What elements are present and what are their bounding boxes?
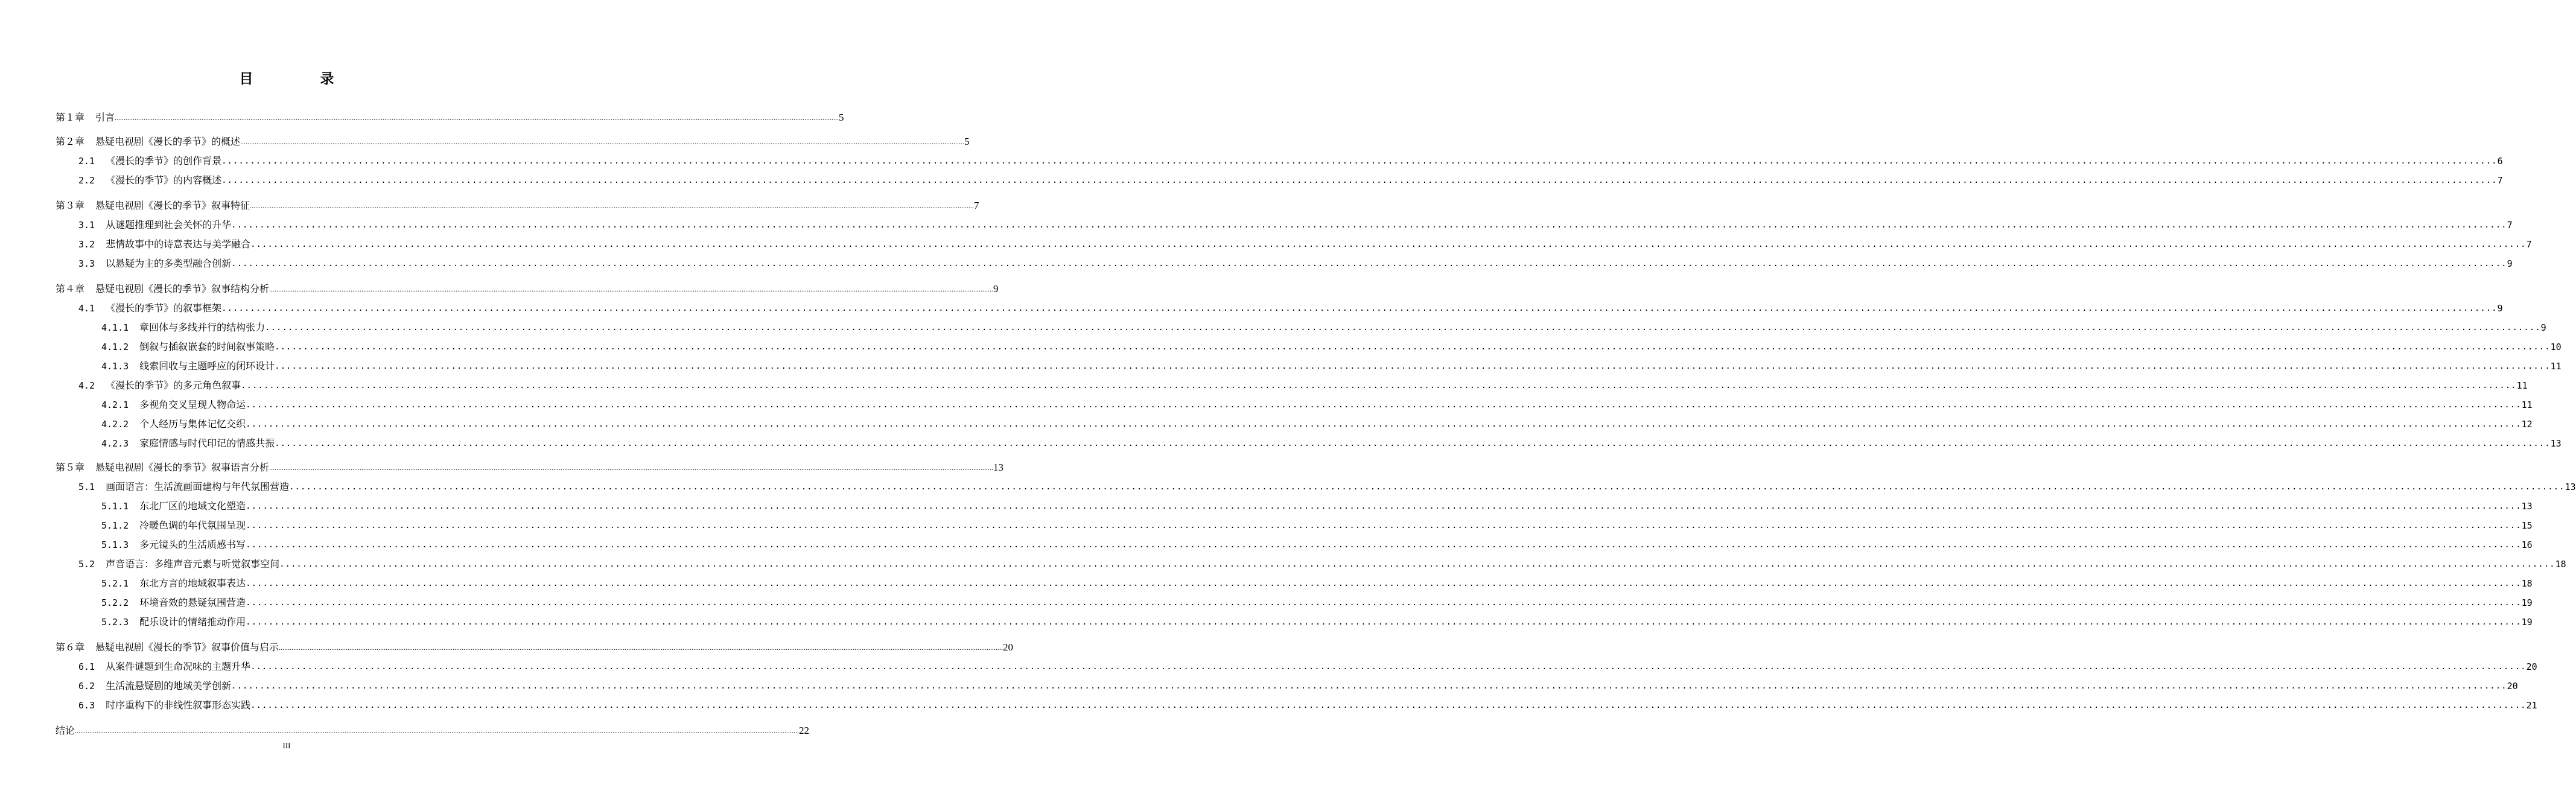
- toc-entry-page: 20: [1003, 641, 1014, 653]
- toc-entry-page: 12: [2521, 419, 2533, 430]
- toc-entry[interactable]: [101, 576, 2533, 591]
- toc-entry-number: 5.1: [78, 482, 95, 492]
- toc-entry-page: 9: [2507, 258, 2513, 269]
- toc-dot-leader: ................................................................................................................................................................................................................................................................................................................................................................................................................: [275, 342, 2551, 352]
- toc-dot-leader: ................................................................................................................................................................................................................................................................................................................................................................................................................: [75, 727, 800, 735]
- toc-entry-number: 4.1.1: [101, 322, 129, 333]
- toc-dot-leader: ................................................................................................................................................................................................................................................................................................................................................................................................................: [231, 259, 2507, 269]
- toc-entry-number: 第６章: [56, 641, 85, 653]
- toc-entry-page: 5: [964, 136, 970, 147]
- toc-dot-leader: ................................................................................................................................................................................................................................................................................................................................................................................................................: [289, 482, 2565, 492]
- toc-entry-page: 7: [974, 200, 979, 211]
- toc-entry[interactable]: [101, 614, 2533, 630]
- toc-entry-number: 6.3: [78, 700, 95, 711]
- toc-entry-number: 4.1.2: [101, 342, 129, 352]
- toc-entry-title: 时序重构下的非线性叙事形态实践: [106, 699, 251, 711]
- toc-entry[interactable]: [78, 256, 2513, 272]
- toc-entry-number: 5.1.2: [101, 520, 129, 531]
- page-number-footer: III: [282, 741, 291, 750]
- toc-dot-leader: ................................................................................................................................................................................................................................................................................................................................................................................................................: [231, 220, 2507, 230]
- toc-entry-page: 11: [2550, 361, 2562, 372]
- toc-entry-title: 悲情故事中的诗意表达与美学融合: [106, 238, 251, 250]
- toc-dot-leader: ................................................................................................................................................................................................................................................................................................................................................................................................................: [279, 643, 1003, 652]
- toc-dot-leader: ................................................................................................................................................................................................................................................................................................................................................................................................................: [275, 439, 2551, 448]
- toc-entry[interactable]: [78, 556, 2566, 572]
- toc-entry[interactable]: [56, 110, 844, 126]
- toc-dot-leader: ................................................................................................................................................................................................................................................................................................................................................................................................................: [250, 202, 975, 210]
- toc-entry[interactable]: [101, 436, 2562, 451]
- page-title: 目 录: [239, 71, 361, 87]
- toc-entry-page: 11: [2521, 399, 2533, 410]
- toc-entry-title: 冷暖色调的年代氛围呈现: [139, 520, 246, 531]
- toc-entry-title: 配乐设计的情绪推动作用: [139, 616, 246, 628]
- toc-dot-leader: ................................................................................................................................................................................................................................................................................................................................................................................................................: [250, 662, 2527, 672]
- toc-entry-page: 7: [2497, 175, 2503, 186]
- toc-entry[interactable]: [78, 301, 2503, 316]
- toc-entry-page: 13: [2565, 482, 2576, 492]
- toc-dot-leader: ................................................................................................................................................................................................................................................................................................................................................................................................................: [241, 381, 2517, 390]
- toc-entry-page: 7: [2507, 220, 2513, 231]
- toc-dot-leader: ................................................................................................................................................................................................................................................................................................................................................................................................................: [250, 240, 2527, 249]
- toc-entry-number: 3.3: [78, 258, 95, 269]
- toc-entry-page: 9: [2540, 322, 2546, 333]
- toc-entry-page: 16: [2521, 539, 2533, 550]
- toc-entry[interactable]: [56, 281, 999, 297]
- toc-entry-title: 《漫长的季节》的叙事框架: [106, 302, 222, 314]
- toc-entry-number: 4.2.2: [101, 419, 129, 430]
- toc-entry[interactable]: [101, 595, 2533, 611]
- toc-dot-leader: ................................................................................................................................................................................................................................................................................................................................................................................................................: [221, 304, 2498, 313]
- toc-entry-title: 悬疑电视剧《漫长的季节》叙事价值与启示: [95, 641, 279, 653]
- toc-entry-number: 4.1.3: [101, 361, 129, 372]
- toc-entry[interactable]: [101, 320, 2546, 336]
- toc-dot-leader: ................................................................................................................................................................................................................................................................................................................................................................................................................: [246, 400, 2522, 410]
- toc-entry[interactable]: [78, 173, 2503, 188]
- toc-entry-number: 2.1: [78, 156, 95, 167]
- toc-entry-page: 19: [2521, 597, 2533, 608]
- toc-entry-title: 悬疑电视剧《漫长的季节》叙事特征: [95, 200, 250, 211]
- toc-entry[interactable]: [78, 479, 2576, 495]
- toc-entry-page: 20: [2526, 661, 2537, 672]
- toc-entry-number: 第１章: [56, 112, 85, 123]
- toc-dot-leader: ................................................................................................................................................................................................................................................................................................................................................................................................................: [240, 138, 965, 146]
- toc-entry[interactable]: [78, 378, 2528, 393]
- toc-entry-page: 18: [2555, 559, 2566, 570]
- toc-dot-leader: ................................................................................................................................................................................................................................................................................................................................................................................................................: [265, 323, 2541, 332]
- toc-entry-page: 20: [2507, 681, 2518, 692]
- toc-entry-page: 9: [993, 283, 999, 294]
- toc-entry-number: 4.2: [78, 380, 95, 391]
- toc-entry-title: 从案件谜题到生命况味的主题升华: [106, 661, 251, 672]
- toc-entry-title: 引言: [95, 112, 115, 123]
- toc-entry-title: 个人经历与集体记忆交织: [139, 418, 246, 430]
- toc-dot-leader: ................................................................................................................................................................................................................................................................................................................................................................................................................: [269, 285, 994, 293]
- toc-dot-leader: ................................................................................................................................................................................................................................................................................................................................................................................................................: [279, 559, 2555, 569]
- toc-dot-leader: ................................................................................................................................................................................................................................................................................................................................................................................................................: [221, 156, 2498, 166]
- toc-entry-title: 多元镜头的生活质感书写: [139, 539, 246, 550]
- toc-entry-number: 5.1.3: [101, 539, 129, 550]
- toc-entry[interactable]: [78, 217, 2513, 233]
- toc-dot-leader: ................................................................................................................................................................................................................................................................................................................................................................................................................: [246, 579, 2522, 588]
- toc-entry-page: 5: [839, 112, 844, 123]
- toc-entry-number: 第４章: [56, 283, 85, 294]
- toc-entry-title: 倒叙与插叙嵌套的时间叙事策略: [139, 341, 275, 352]
- toc-entry-number: 3.2: [78, 239, 95, 250]
- toc-entry-page: 13: [993, 462, 1004, 473]
- toc-dot-leader: ................................................................................................................................................................................................................................................................................................................................................................................................................: [250, 701, 2527, 710]
- toc-entry-number: 4.2.1: [101, 399, 129, 410]
- toc-entry-page: 7: [2526, 239, 2532, 250]
- toc-entry[interactable]: [101, 498, 2533, 514]
- toc-dot-leader: ................................................................................................................................................................................................................................................................................................................................................................................................................: [246, 617, 2522, 627]
- toc-entry-page: 19: [2521, 617, 2533, 628]
- toc-entry-number: 4.1: [78, 303, 95, 314]
- toc-entry[interactable]: [78, 678, 2518, 694]
- toc-entry-title: 东北方言的地域叙事表达: [139, 577, 246, 589]
- toc-entry-page: 15: [2521, 520, 2533, 531]
- toc-entry-title: 线索回收与主题呼应的闭环设计: [139, 360, 275, 372]
- toc-entry-title: 从谜题推理到社会关怀的升华: [106, 219, 232, 231]
- toc-entry[interactable]: [78, 237, 2532, 252]
- toc-entry[interactable]: [78, 659, 2537, 675]
- toc-entry[interactable]: [101, 339, 2562, 355]
- toc-entry[interactable]: [56, 723, 810, 739]
- toc-entry-page: 13: [2550, 438, 2562, 449]
- toc-entry-page: 18: [2521, 578, 2533, 589]
- toc-entry-number: 第３章: [56, 200, 85, 211]
- toc-entry-title: 《漫长的季节》的内容概述: [106, 174, 222, 186]
- toc-entry-title: 悬疑电视剧《漫长的季节》的概述: [95, 136, 241, 147]
- toc-entry[interactable]: [101, 518, 2533, 533]
- toc-dot-leader: ................................................................................................................................................................................................................................................................................................................................................................................................................: [231, 681, 2507, 691]
- toc-entry-title: 悬疑电视剧《漫长的季节》叙事语言分析: [95, 462, 270, 473]
- toc-entry-number: 4.2.3: [101, 438, 129, 449]
- toc-entry-title: 结论: [56, 725, 75, 736]
- toc-dot-leader: ................................................................................................................................................................................................................................................................................................................................................................................................................: [246, 419, 2522, 429]
- toc-entry-page: 10: [2550, 342, 2562, 352]
- toc-entry-number: 5.2.3: [101, 617, 129, 628]
- toc-entry-page: 22: [799, 725, 810, 736]
- toc-entry-number: 5.2.1: [101, 578, 129, 589]
- toc-entry-number: 6.1: [78, 661, 95, 672]
- toc-entry-page: 6: [2497, 156, 2503, 167]
- toc-entry-title: 以悬疑为主的多类型融合创新: [106, 258, 232, 269]
- toc-entry-title: 画面语言：生活流画面建构与年代氛围营造: [106, 481, 290, 492]
- toc-entry-title: 《漫长的季节》的创作背景: [106, 155, 222, 167]
- toc-entry-number: 6.2: [78, 681, 95, 692]
- toc-entry[interactable]: [56, 460, 1004, 475]
- toc-entry-number: 3.1: [78, 220, 95, 231]
- toc-entry[interactable]: [78, 698, 2537, 713]
- toc-entry-number: 2.2: [78, 175, 95, 186]
- toc-entry-number: 第５章: [56, 462, 85, 473]
- toc-entry[interactable]: [101, 358, 2562, 374]
- toc-entry[interactable]: [56, 134, 970, 150]
- toc-dot-leader: ................................................................................................................................................................................................................................................................................................................................................................................................................: [115, 113, 839, 122]
- toc-entry-title: 东北厂区的地域文化塑造: [139, 500, 246, 512]
- toc-entry-title: 《漫长的季节》的多元角色叙事: [106, 380, 241, 391]
- toc-dot-leader: ................................................................................................................................................................................................................................................................................................................................................................................................................: [221, 176, 2498, 185]
- toc-entry-number: 第２章: [56, 136, 85, 147]
- toc-entry[interactable]: [101, 397, 2533, 413]
- toc-entry[interactable]: [56, 640, 1014, 655]
- toc-entry[interactable]: [101, 537, 2533, 553]
- toc-dot-leader: ................................................................................................................................................................................................................................................................................................................................................................................................................: [275, 361, 2551, 371]
- toc-entry-page: 13: [2521, 501, 2533, 512]
- toc-entry-title: 悬疑电视剧《漫长的季节》叙事结构分析: [95, 283, 270, 294]
- toc-dot-leader: ................................................................................................................................................................................................................................................................................................................................................................................................................: [246, 501, 2522, 511]
- toc-entry-number: 5.1.1: [101, 501, 129, 512]
- toc-dot-leader: ................................................................................................................................................................................................................................................................................................................................................................................................................: [246, 540, 2522, 550]
- toc-entry-title: 章回体与多线并行的结构张力: [139, 322, 266, 333]
- toc-dot-leader: ................................................................................................................................................................................................................................................................................................................................................................................................................: [269, 463, 994, 472]
- toc-dot-leader: ................................................................................................................................................................................................................................................................................................................................................................................................................: [246, 598, 2522, 608]
- toc-entry-page: 21: [2526, 700, 2537, 711]
- toc-entry-title: 声音语言：多维声音元素与听觉叙事空间: [106, 558, 280, 570]
- toc-entry[interactable]: [56, 198, 979, 214]
- toc-entry-title: 多视角交叉呈现人物命运: [139, 399, 246, 410]
- toc-dot-leader: ................................................................................................................................................................................................................................................................................................................................................................................................................: [246, 521, 2522, 530]
- toc-entry-page: 9: [2497, 303, 2503, 314]
- toc-entry-page: 11: [2516, 380, 2528, 391]
- toc-entry-title: 家庭情感与时代印记的情感共振: [139, 437, 275, 449]
- toc-entry-number: 5.2: [78, 559, 95, 570]
- toc-entry-title: 环境音效的悬疑氛围营造: [139, 597, 246, 608]
- toc-entry-number: 5.2.2: [101, 597, 129, 608]
- toc-entry-title: 生活流悬疑剧的地域美学创新: [106, 680, 232, 692]
- toc-entry[interactable]: [101, 416, 2533, 432]
- toc-entry[interactable]: [78, 153, 2503, 169]
